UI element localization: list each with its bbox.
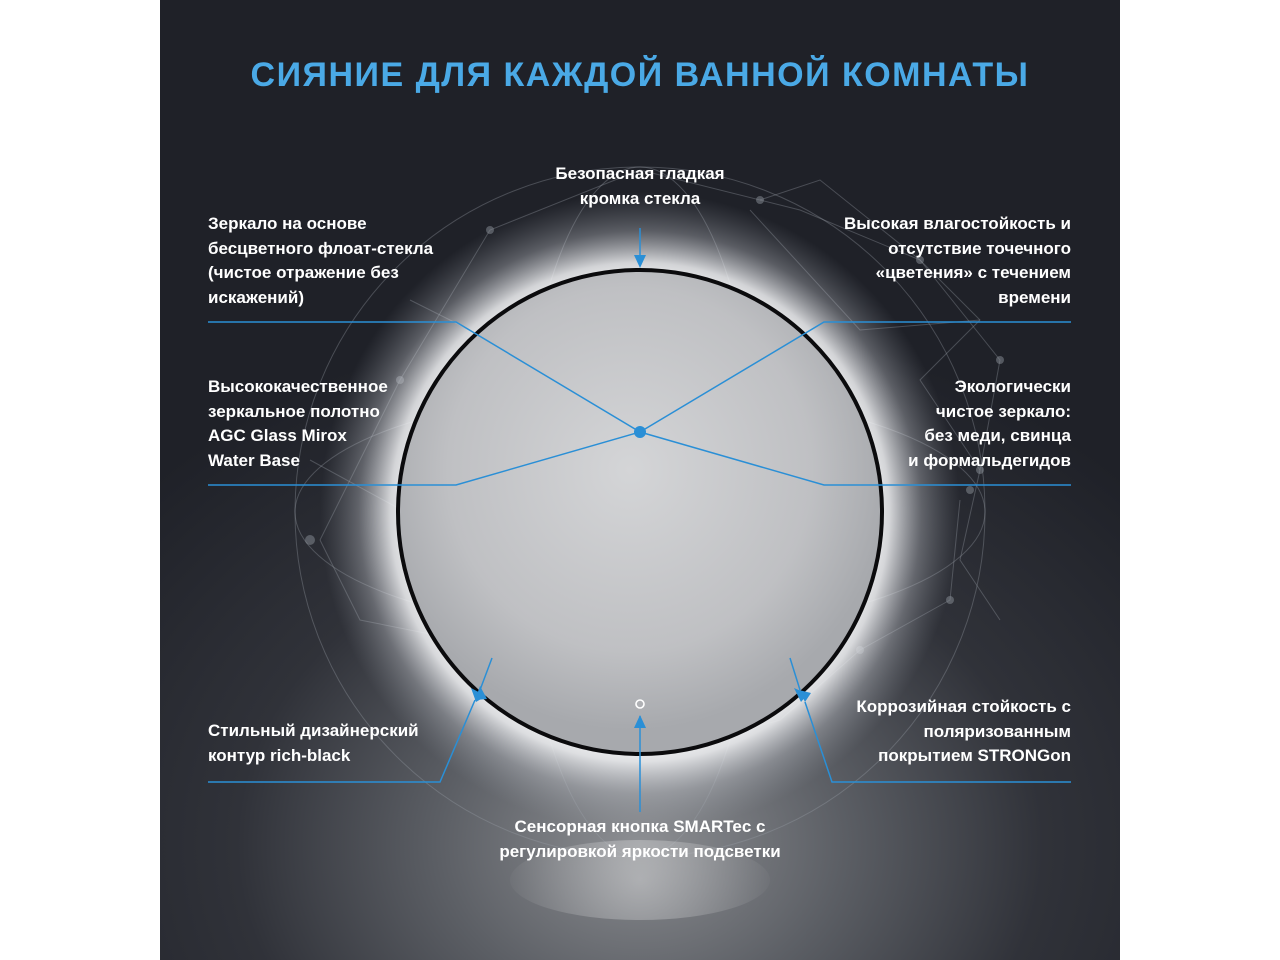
feature-agc-mirror: Высококачественное зеркальное полотно AGC Glass Mirox Water Base xyxy=(208,377,388,470)
center-dot-icon xyxy=(634,426,646,438)
product-banner xyxy=(160,0,1120,960)
feature-moisture-resistance: Высокая влагостойкость и отсутствие точечного «цветения» с течением времени xyxy=(844,214,1071,307)
feature-eco-mirror: Экологически чистое зеркало: без меди, свинца и формальдегидов xyxy=(908,377,1071,470)
page-title: СИЯНИЕ ДЛЯ КАЖДОЙ ВАННОЙ КОМНАТЫ xyxy=(250,56,1030,94)
feature-rich-black-frame: Стильный дизайнерский контур rich-black xyxy=(208,721,419,765)
feature-smartec-button: Сенсорная кнопка SMARTec с регулировкой яркости подсветки xyxy=(499,817,781,861)
round-mirror xyxy=(398,270,882,754)
feature-corrosion-resistance: Коррозийная стойкость с поляризованным покрытием STRONGon xyxy=(856,697,1071,765)
feature-float-glass: Зеркало на основе бесцветного флоат-стекла (чистое отражение без искажений) xyxy=(208,214,434,307)
feature-glass-edge: Безопасная гладкая кромка стекла xyxy=(555,164,725,208)
